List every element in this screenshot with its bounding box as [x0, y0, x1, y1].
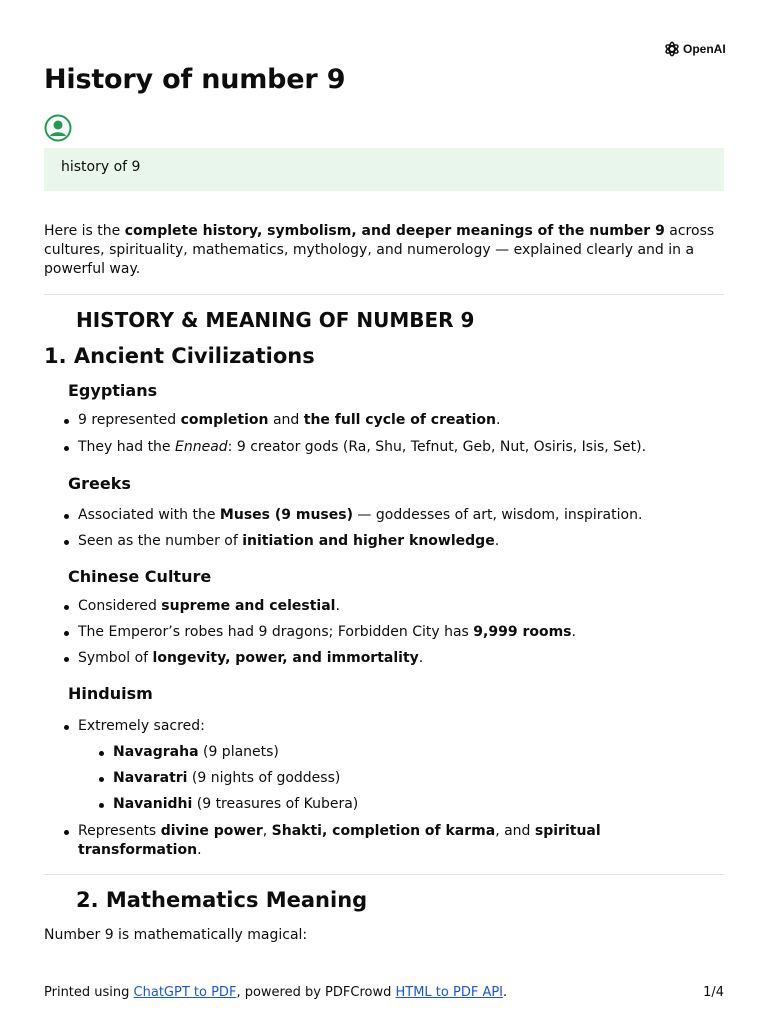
list-item: Symbol of longevity, power, and immortality.: [78, 649, 724, 668]
html-to-pdf-api-link[interactable]: HTML to PDF API: [395, 985, 504, 1000]
greeks-list: [44, 506, 724, 551]
brand-name: OpenAI: [683, 42, 726, 56]
sublist-item: Navaratri (9 nights of goddess): [113, 769, 724, 788]
main-heading: HISTORY & MEANING OF NUMBER 9: [76, 308, 475, 332]
divider: [44, 294, 724, 295]
openai-knot-icon: [664, 41, 680, 57]
intro-paragraph: Here is the complete history, symbolism, and deeper meanings of the number 9 across cultures, spirituality, mathematics, mythology, and numerology — explained clearly and in a powerful way.: [44, 223, 715, 277]
subheading-egyptians: Egyptians: [68, 381, 158, 400]
section-heading-mathematics: 2. Mathematics Meaning: [76, 888, 368, 912]
subheading-chinese: Chinese Culture: [68, 567, 212, 586]
footer: [44, 985, 724, 1000]
sublist-item: Navagraha (9 planets): [113, 743, 724, 762]
hinduism-sublist: [78, 743, 724, 814]
list-item: Seen as the number of initiation and higher knowledge.: [78, 532, 724, 551]
page-title: History of number 9: [44, 64, 346, 95]
subheading-greeks: Greeks: [68, 474, 131, 493]
openai-logo: [664, 41, 726, 57]
chatgpt-to-pdf-link[interactable]: ChatGPT to PDF: [133, 985, 237, 1000]
response-content: [44, 222, 724, 945]
page-number: 1/4: [703, 985, 724, 1000]
list-item: 9 represented completion and the full cycle of creation.: [78, 411, 724, 430]
list-item: Considered supreme and celestial.: [78, 597, 724, 616]
list-item: They had the Ennead: 9 creator gods (Ra, Shu, Tefnut, Geb, Nut, Osiris, Isis, Set).: [78, 438, 724, 457]
divider: [44, 874, 724, 875]
user-icon: [44, 114, 72, 142]
subheading-hinduism: Hinduism: [68, 684, 153, 703]
hinduism-list: [44, 717, 724, 860]
list-item: Represents divine power, Shakti, completion of karma, and spiritual transformation.: [78, 822, 724, 860]
chinese-list: [44, 597, 724, 668]
sublist-item: Navanidhi (9 treasures of Kubera): [113, 795, 724, 814]
list-item: Extremely sacred: Navagraha (9 planets) Navaratri (9 nights of goddess) Navanidhi (9 treasures of Kubera): [78, 717, 724, 814]
list-item: Associated with the Muses (9 muses) — goddesses of art, wisdom, inspiration.: [78, 506, 724, 525]
mathematics-intro: Number 9 is mathematically magical:: [44, 927, 308, 943]
footer-credit: Printed using ChatGPT to PDF, powered by PDFCrowd HTML to PDF API.: [44, 985, 508, 1000]
egyptians-list: [44, 411, 724, 457]
section-heading-ancient: 1. Ancient Civilizations: [44, 344, 315, 368]
user-prompt: history of 9: [44, 148, 724, 191]
avatar: [44, 114, 72, 146]
list-item: The Emperor’s robes had 9 dragons; Forbidden City has 9,999 rooms.: [78, 623, 724, 642]
